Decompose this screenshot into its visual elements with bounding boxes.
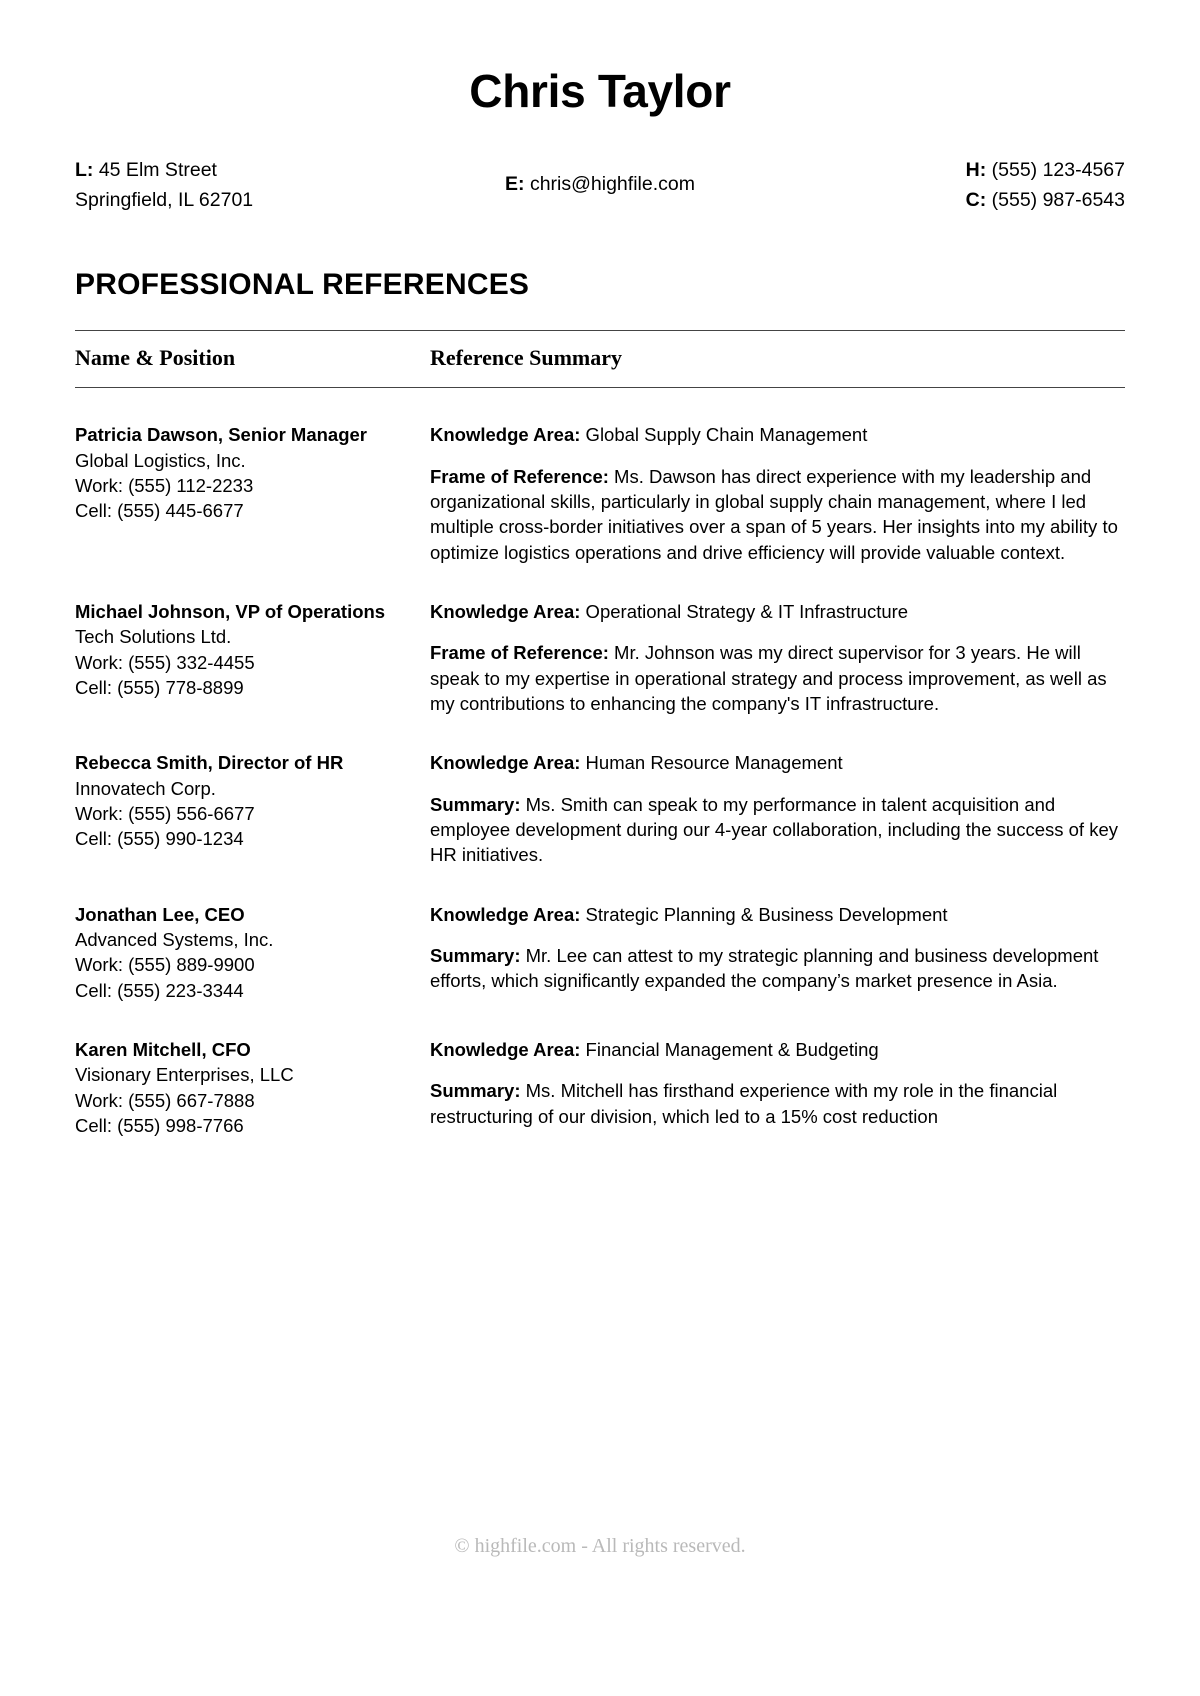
summary-label: Frame of Reference:: [430, 465, 609, 487]
knowledge-area-label: Knowledge Area:: [430, 600, 581, 622]
knowledge-area-value: Global Supply Chain Management: [580, 424, 868, 446]
knowledge-area-value: Financial Management & Budgeting: [580, 1039, 879, 1061]
reference-work-phone: Work: (555) 332-4455: [75, 651, 255, 673]
knowledge-area-value: Strategic Planning & Business Development: [580, 903, 948, 925]
references-table: [75, 330, 1125, 1138]
reference-cell-phone: Cell: (555) 445-6677: [75, 500, 244, 522]
reference-company: Visionary Enterprises, LLC: [75, 1064, 294, 1086]
spacer-cell-right: [430, 565, 1125, 599]
reference-company: Tech Solutions Ltd.: [75, 626, 232, 648]
reference-company: Innovatech Corp.: [75, 777, 216, 799]
knowledge-area-value: Human Resource Management: [580, 752, 843, 774]
address-line-1: [75, 155, 422, 186]
row-spacer: [75, 868, 1125, 902]
knowledge-area-line: [430, 750, 1125, 775]
footer-copyright: © highfile.com - All rights reserved.: [454, 1535, 746, 1557]
column-header-reference-summary: Reference Summary: [430, 331, 1125, 388]
spacer-cell-left: [75, 388, 430, 423]
summary-label: Summary:: [430, 945, 521, 966]
reference-name: Michael Johnson, VP of Operations: [75, 600, 386, 622]
table-row: [75, 422, 1125, 565]
reference-company: Global Logistics, Inc.: [75, 449, 246, 471]
cell-phone-label: C:: [965, 189, 987, 212]
address-street: 45 Elm Street: [93, 158, 217, 181]
email-line: [422, 169, 779, 200]
home-phone-label: H:: [965, 158, 987, 181]
home-phone-line: [779, 155, 1126, 186]
spacer-cell-left: [75, 868, 430, 902]
summary-text: Ms. Dawson has direct experience with my leadership and organizational skills, particularly in global supply chain management, where I led multiple cross-border initiatives over a span of 5 years. Her insights into my ability to optimize logistics operations and drive efficiency will provide valuable context.: [430, 465, 1118, 563]
cell-phone-line: [779, 185, 1126, 216]
knowledge-area-label: Knowledge Area:: [430, 424, 581, 446]
address-label: L:: [75, 158, 94, 181]
summary-text: Ms. Mitchell has firsthand experience with my role in the financial restructuring of our division, which led to a 15% cost reduction: [430, 1080, 1058, 1127]
references-table-body: [75, 388, 1125, 1139]
spacer-cell-right: [430, 1003, 1125, 1037]
reference-name: Karen Mitchell, CFO: [75, 1039, 251, 1061]
knowledge-area-line: [430, 599, 1125, 624]
reference-work-phone: Work: (555) 112-2233: [75, 474, 254, 496]
summary-text: Ms. Smith can speak to my performance in talent acquisition and employee development during our 4-year collaboration, including the success of key HR initiatives.: [430, 793, 1118, 866]
column-header-name-position: Name & Position: [75, 331, 430, 388]
table-row: [75, 902, 1125, 1003]
summary-paragraph: [430, 464, 1125, 565]
summary-label: Summary:: [430, 793, 521, 815]
reference-cell-phone: Cell: (555) 223-3344: [75, 979, 244, 1001]
summary-text: Mr. Johnson was my direct supervisor for 3 years. He will speak to my expertise in operational strategy and process improvement, as well as my contributions to enhancing the company's IT infrastructure.: [430, 642, 1107, 714]
page-title: Chris Taylor: [469, 65, 731, 117]
reference-name: Patricia Dawson, Senior Manager: [75, 424, 367, 446]
table-row: [75, 599, 1125, 716]
reference-name: Rebecca Smith, Director of HR: [75, 752, 344, 774]
spacer-cell-right: [430, 868, 1125, 902]
spacer-cell-left: [75, 716, 430, 750]
summary-label: Frame of Reference:: [430, 642, 609, 664]
summary-text: Mr. Lee can attest to my strategic planning and business development efforts, which significantly expanded the company’s market presence in Asia.: [430, 945, 1099, 992]
reference-work-phone: Work: (555) 667-7888: [75, 1089, 255, 1111]
reference-cell-phone: Cell: (555) 778-8899: [75, 676, 244, 698]
reference-summary-cell: [430, 750, 1125, 867]
home-phone-value: (555) 123-4567: [986, 158, 1125, 181]
cell-phone-value: (555) 987-6543: [986, 189, 1125, 212]
references-table-head: [75, 331, 1125, 388]
summary-paragraph: [430, 1078, 1125, 1129]
contact-email-block: [422, 155, 779, 200]
reference-summary-cell: [430, 902, 1125, 1003]
reference-cell-phone: Cell: (555) 990-1234: [75, 828, 244, 850]
contact-header: [75, 155, 1125, 217]
knowledge-area-line: [430, 1037, 1125, 1062]
reference-work-phone: Work: (555) 556-6677: [75, 802, 255, 824]
spacer-cell-right: [430, 716, 1125, 750]
knowledge-area-value: Operational Strategy & IT Infrastructure: [580, 600, 909, 622]
contact-address-block: [75, 155, 422, 217]
row-spacer: [75, 1003, 1125, 1037]
summary-paragraph: [430, 792, 1125, 868]
reference-work-phone: Work: (555) 889-9900: [75, 954, 255, 976]
reference-contact-cell: [75, 750, 430, 867]
reference-contact-cell: [75, 422, 430, 565]
contact-phone-block: [779, 155, 1126, 217]
table-row: [75, 750, 1125, 867]
knowledge-area-line: [430, 902, 1125, 927]
spacer-cell-left: [75, 1003, 430, 1037]
reference-contact-cell: [75, 1037, 430, 1138]
row-spacer: [75, 388, 1125, 423]
table-row: [75, 1037, 1125, 1138]
row-spacer: [75, 716, 1125, 750]
email-label: E:: [505, 172, 525, 195]
reference-contact-cell: [75, 599, 430, 716]
email-value: chris@highfile.com: [524, 172, 695, 195]
spacer-cell-right: [430, 388, 1125, 423]
section-heading-professional-references: PROFESSIONAL REFERENCES: [75, 268, 530, 302]
address-line-2: Springfield, IL 62701: [75, 189, 254, 212]
reference-company: Advanced Systems, Inc.: [75, 929, 274, 950]
reference-summary-cell: [430, 422, 1125, 565]
summary-paragraph: [430, 640, 1125, 716]
spacer-cell-left: [75, 565, 430, 599]
reference-name: Jonathan Lee, CEO: [75, 903, 245, 925]
reference-summary-cell: [430, 1037, 1125, 1138]
knowledge-area-label: Knowledge Area:: [430, 752, 581, 774]
table-header-row: [75, 331, 1125, 388]
summary-paragraph: [430, 943, 1125, 994]
knowledge-area-label: Knowledge Area:: [430, 903, 581, 925]
summary-label: Summary:: [430, 1080, 521, 1102]
row-spacer: [75, 565, 1125, 599]
reference-summary-cell: [430, 599, 1125, 716]
reference-contact-cell: [75, 902, 430, 1003]
reference-cell-phone: Cell: (555) 998-7766: [75, 1115, 244, 1137]
knowledge-area-line: [430, 422, 1125, 447]
knowledge-area-label: Knowledge Area:: [430, 1039, 581, 1061]
